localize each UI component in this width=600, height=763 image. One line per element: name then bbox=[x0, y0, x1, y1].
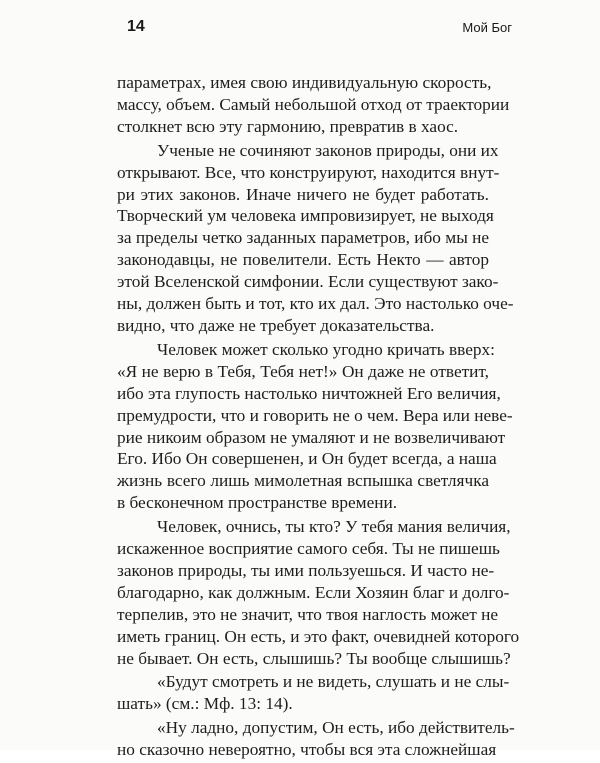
text-line: этой Вселенской симфонии. Если существуют зако- bbox=[117, 272, 499, 292]
text-line: Ученые не сочиняют законов природы, они их bbox=[157, 140, 499, 160]
text-line: шать» (см.: Мф. 13: 14). bbox=[117, 694, 293, 714]
text-line: в бесконечном пространстве времени. bbox=[117, 493, 398, 513]
text-line: Его. Ибо Он совершенен, и Он будет всегда, а наша bbox=[117, 449, 497, 469]
text-line: видно, что даже не требует доказательства. bbox=[117, 315, 435, 335]
text-line: рие никоим образом не умаляют и не возвеличивают bbox=[117, 427, 506, 447]
text-line: законодавцы, не повелители. Есть Некто — автор bbox=[117, 250, 489, 270]
page-header bbox=[127, 18, 512, 38]
body-text bbox=[117, 72, 520, 763]
text-line: за пределы четко заданных параметров, ибо мы не bbox=[117, 228, 490, 248]
paragraph bbox=[117, 516, 520, 669]
text-line: «Будут смотреть и не видеть, слушать и не слы- bbox=[157, 672, 510, 692]
page-number: 14 bbox=[127, 18, 145, 35]
text-line: ри этих законов. Иначе ничего не будет работать. bbox=[117, 184, 489, 204]
text-line: жизнь всего лишь мимолетная вспышка светлячка bbox=[117, 471, 489, 491]
text-line: «Ну ладно, допустим, Он есть, ибо действитель- bbox=[157, 718, 515, 738]
text-line: параметрах, имея свою индивидуальную скорость, bbox=[117, 73, 492, 92]
text-line: иметь границ. Он есть, и это факт, очевидней которого bbox=[117, 626, 520, 646]
running-title: Мой Бог bbox=[462, 20, 512, 35]
paragraph bbox=[117, 140, 514, 337]
text-line: открывают. Все, что конструируют, находится внут- bbox=[117, 162, 500, 182]
text-line: Человек, очнись, ты кто? У тебя мания величия, bbox=[157, 517, 511, 537]
paragraph bbox=[117, 717, 515, 761]
text-line: массу, объем. Самый небольшой отход от траектории bbox=[117, 94, 510, 114]
text-line: благодарно, как должным. Если Хозяин благ и долго- bbox=[117, 582, 510, 602]
text-line: не бывает. Он есть, слышишь? Ты вообще слышишь? bbox=[117, 648, 511, 668]
text-line: ны, должен быть и тот, кто их дал. Это настолько оче- bbox=[117, 294, 514, 314]
text-line: «Я не верю в Тебя, Тебя нет!» Он даже не ответит, bbox=[117, 361, 489, 381]
text-line: терпелив, это не значит, что твоя наглость может не bbox=[117, 604, 498, 624]
text-line: Человек может сколько угодно кричать вверх: bbox=[157, 339, 495, 359]
text-line: Творческий ум человека импровизирует, не выходя bbox=[117, 206, 494, 226]
text-line: столкнет всю эту гармонию, превратив в хаос. bbox=[117, 116, 459, 136]
text-line: искаженное восприятие самого себя. Ты не пишешь bbox=[117, 539, 500, 559]
paragraph bbox=[117, 671, 510, 715]
text-line: законов природы, ты ими пользуешься. И часто не- bbox=[117, 560, 495, 580]
text-line: но сказочно невероятно, чтобы вся эта сложнейшая bbox=[117, 740, 497, 760]
text-line: премудрости, что и говорить не о чем. Вера или неве- bbox=[117, 405, 513, 425]
text-line: ибо эта глупость настолько ничтожней Его величия, bbox=[117, 383, 501, 403]
paragraph bbox=[117, 72, 510, 138]
paragraph bbox=[117, 339, 513, 514]
